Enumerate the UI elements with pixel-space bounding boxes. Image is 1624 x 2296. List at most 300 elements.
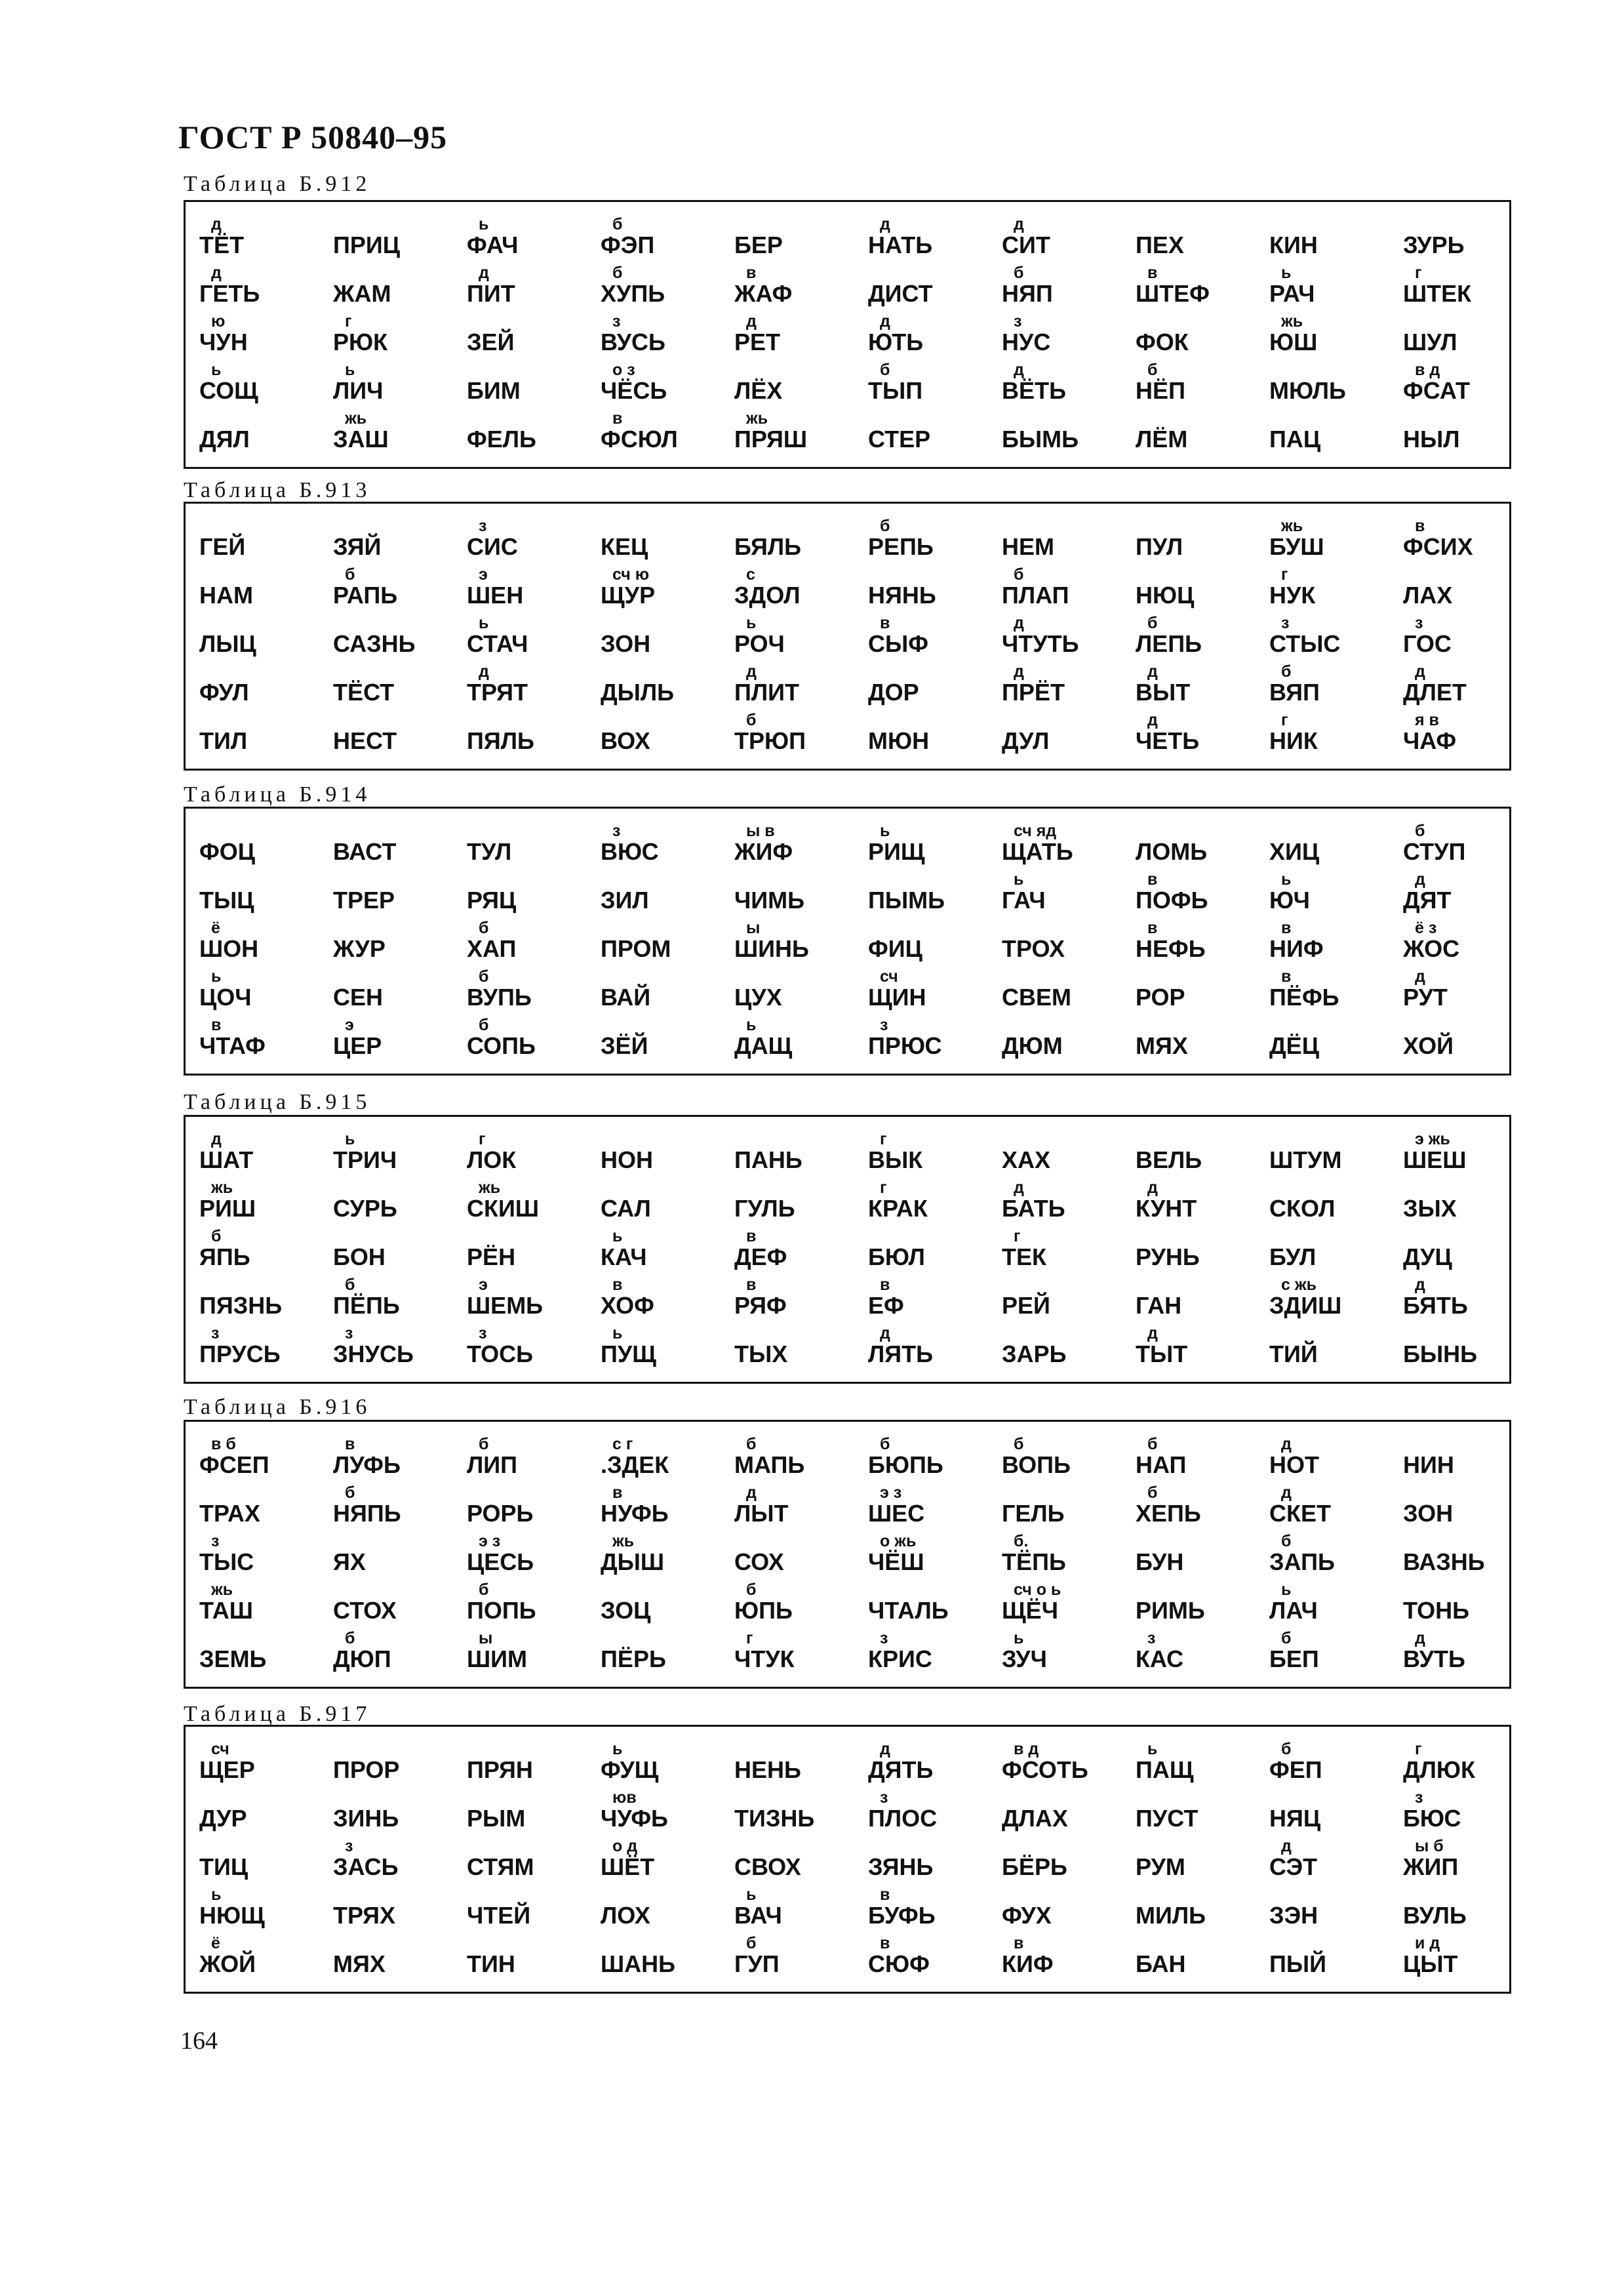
cell-annotation: сч ю [612,565,650,584]
cell-word: СОПЬ [467,1032,536,1059]
cell-annotation: б [345,565,355,584]
cell-word: ДИСТ [868,280,933,307]
cell-word: ЛЕПЬ [1136,630,1202,657]
cell-word: НАМ [199,582,253,609]
cell-word: БЁРЬ [1002,1853,1067,1880]
cell-word: ШЁТ [601,1853,655,1880]
table-cell [1261,1582,1393,1629]
cell-annotation: з [345,1324,353,1342]
table-cell [1261,1630,1393,1678]
cell-annotation: з [612,822,621,840]
table-cell [191,1436,323,1483]
table-cell [1128,1533,1259,1581]
cell-annotation: б [612,264,623,282]
table-cell [593,313,724,361]
table-cell [191,920,323,967]
table-cell [726,362,858,409]
cell-annotation: ё з [1415,919,1437,937]
table-cell [459,1741,590,1788]
table-cell [191,518,323,565]
table-cell [994,1277,1125,1324]
cell-word: ПУСТ [1136,1805,1198,1832]
table-cell [191,712,323,759]
table-cell [325,615,456,662]
table-cell [325,567,456,614]
cell-word: КУНТ [1136,1195,1197,1222]
cell-annotation: д [746,1483,757,1502]
cell-annotation: ы в [746,822,775,840]
cell-word: ГУЛЬ [734,1195,795,1222]
cell-word: ЗАШ [333,426,389,453]
table-cell [860,1436,991,1483]
cell-word: ТРОХ [1002,935,1065,962]
cell-word: ТРЕР [333,887,395,914]
table-cell [1395,1630,1526,1678]
table-cell [191,1935,323,1983]
table-cell [1128,216,1259,264]
cell-word: РЕТ [734,329,781,355]
cell-annotation: д [1014,662,1024,681]
cell-word: БЫНЬ [1403,1340,1477,1367]
cell-annotation: г [746,1629,753,1647]
table-cell [459,313,590,361]
cell-annotation: б [1147,361,1158,379]
cell-word: РЮК [333,329,388,355]
cell-word: ШОН [199,935,259,962]
cell-word: ЛОХ [601,1902,650,1929]
cell-word: ФИЦ [868,935,922,962]
cell-word: ЧТЕЙ [467,1902,531,1929]
cell-word: ФСЮЛ [601,426,678,453]
cell-word: ДЛЕТ [1403,679,1467,706]
cell-word: ТИЛ [199,727,248,754]
table-cell [325,313,456,361]
cell-annotation: д [1147,1324,1158,1342]
cell-annotation: ы [479,1629,493,1647]
table-cell [994,362,1125,409]
cell-word: СТОХ [333,1597,397,1624]
table-cell [593,969,724,1016]
table-cell [860,1228,991,1276]
cell-word: БЯЛЬ [734,533,801,560]
cell-annotation: з [1415,614,1423,632]
table-cell [726,411,858,458]
cell-word: ВАЗНЬ [1403,1548,1485,1575]
cell-annotation: о з [612,361,635,379]
cell-annotation: ы [746,919,761,937]
cell-annotation: жь [1281,312,1303,331]
cell-word: СУРЬ [333,1195,397,1222]
table-cell [325,969,456,1016]
table-cell [860,518,991,565]
cell-word: ДОР [868,679,919,706]
table-cell [1261,1436,1393,1483]
cell-word: ЦУХ [734,984,782,1011]
table-cell [994,518,1125,565]
cell-word: ЦОЧ [199,984,252,1011]
cell-word: ЧЁСЬ [601,377,667,404]
cell-annotation: ё [211,919,220,937]
table-cell [1261,1741,1393,1788]
table-cell [593,1887,724,1934]
table-cell [593,1228,724,1276]
cell-annotation: б [746,1581,757,1599]
cell-word: ТЫС [199,1548,254,1575]
table-cell [994,1017,1125,1064]
cell-word: ЩИН [868,984,926,1011]
cell-word: ЗЁЙ [601,1032,648,1059]
table-cell [459,1838,590,1885]
table-cell [726,1935,858,1983]
cell-word: ТАШ [199,1597,253,1624]
cell-word: КРИС [868,1645,932,1672]
table-cell [459,1325,590,1373]
cell-annotation: в [1147,870,1158,889]
table-cell [1395,265,1526,312]
cell-word: .ЗДЕК [601,1451,669,1478]
cell-word: ФСАТ [1403,377,1471,404]
cell-word: ХОФ [601,1292,654,1319]
cell-annotation: д [479,264,489,282]
cell-word: ПРЮС [868,1032,942,1059]
cell-annotation: б [479,1435,489,1453]
cell-word: ПРЁТ [1002,679,1065,706]
cell-word: ЛОК [467,1146,517,1173]
cell-word: ТЁПЬ [1002,1548,1066,1575]
cell-annotation: ь [211,361,222,379]
cell-word: ФУЛ [199,679,249,706]
cell-word: КИН [1269,232,1318,258]
table-cell [860,216,991,264]
table-cell [325,1582,456,1629]
cell-annotation: жь [479,1178,501,1197]
cell-word: НЕМ [1002,533,1054,560]
table-cell [994,615,1125,662]
cell-word: РЕПЬ [868,533,934,560]
cell-word: НАТЬ [868,232,933,258]
cell-annotation: жь [345,409,367,428]
table-cell [325,1790,456,1837]
table-cell [1128,1228,1259,1276]
cell-word: МЮН [868,727,930,754]
table-cell [1395,216,1526,264]
table-cell [1128,712,1259,759]
cell-word: ПУЛ [1136,533,1183,560]
cell-word: КИФ [1002,1950,1054,1977]
cell-word: ЛЫТ [734,1500,789,1527]
cell-word: НИК [1269,727,1318,754]
cell-annotation: ь [345,1130,355,1148]
cell-word: ЖОЙ [199,1950,256,1977]
cell-word: ЖУР [333,935,386,962]
cell-word: СКЕТ [1269,1500,1331,1527]
cell-annotation: г [880,1178,887,1197]
cell-word: ЦЕСЬ [467,1548,534,1575]
cell-annotation: б [1147,614,1158,632]
table-cell [1128,1935,1259,1983]
cell-word: ЗУРЬ [1403,232,1465,258]
cell-annotation: д [211,215,222,233]
table-cell [1261,411,1393,458]
cell-word: ЗОН [601,630,651,657]
table-cell [860,1790,991,1837]
table-cell [459,362,590,409]
table-cell [726,1630,858,1678]
cell-annotation: ь [1281,264,1292,282]
cell-annotation: ь [345,361,355,379]
cell-word: ПУЩ [601,1340,656,1367]
cell-annotation: ь [1281,870,1292,889]
table-cell [1395,920,1526,967]
cell-word: МАПЬ [734,1451,805,1478]
cell-word: ЗЕЙ [467,329,515,355]
table-cell [1395,1935,1526,1983]
cell-word: ВУСЬ [601,329,665,355]
cell-word: МЮЛЬ [1269,377,1346,404]
cell-annotation: д [880,1740,890,1758]
cell-word: ФУЩ [601,1756,659,1783]
cell-word: СТЫС [1269,630,1341,657]
cell-word: НОН [601,1146,653,1173]
cell-word: ТЫП [868,377,923,404]
table-cell [726,1741,858,1788]
table-cell [325,1533,456,1581]
table-cell [593,1582,724,1629]
cell-annotation: в [746,1276,757,1294]
cell-annotation: д [1415,1276,1425,1294]
table-cell [191,1325,323,1373]
cell-word: ЧТУТЬ [1002,630,1079,657]
table-caption: Таблица Б.917 [184,1702,371,1726]
cell-word: ЗДИШ [1269,1292,1342,1319]
cell-word: ПАЦ [1269,426,1321,453]
cell-word: БАН [1136,1950,1186,1977]
cell-word: ПЁФЬ [1269,984,1339,1011]
table-cell [593,823,724,870]
cell-word: ВУПЬ [467,984,532,1011]
cell-word: ВАЧ [734,1902,782,1929]
table-cell [325,216,456,264]
table-cell [191,1838,323,1885]
cell-annotation: б [345,1276,355,1294]
cell-word: ЛУФЬ [333,1451,401,1478]
table-cell [994,1790,1125,1837]
cell-word: ПЯЗНЬ [199,1292,283,1319]
table-cell [726,1485,858,1532]
cell-annotation: э [479,565,488,584]
cell-word: ЗЭН [1269,1902,1318,1929]
table-cell [1395,411,1526,458]
table-cell [726,823,858,870]
table-cell [593,362,724,409]
table-cell [1395,969,1526,1016]
cell-annotation: б [1281,662,1292,681]
cell-word: ЧИМЬ [734,887,805,914]
table-cell [860,1017,991,1064]
table-cell [1128,920,1259,967]
cell-annotation: б [880,361,890,379]
cell-word: БУШ [1269,533,1324,560]
cell-word: ЩАТЬ [1002,838,1073,865]
table-cell [860,712,991,759]
table-cell [1395,1131,1526,1178]
cell-annotation: б [479,1581,489,1599]
table-cell [860,1131,991,1178]
table-cell [860,1838,991,1885]
cell-annotation: в д [1014,1740,1039,1758]
table-cell [1128,567,1259,614]
table-cell [994,1180,1125,1227]
table-cell [1261,1017,1393,1064]
cell-annotation: жь [1281,517,1303,535]
cell-annotation: б [479,1016,489,1034]
cell-annotation: жь [612,1532,635,1550]
cell-word: РЯЦ [467,887,517,914]
table-cell [1128,265,1259,312]
cell-word: ВЫК [868,1146,923,1173]
cell-word: МЯХ [333,1950,386,1977]
cell-word: ЗЯЙ [333,533,382,560]
cell-word: БЮЛ [868,1243,925,1270]
cell-word: БУЛ [1269,1243,1317,1270]
cell-word: СТАЧ [467,630,528,657]
cell-word: ПРУСЬ [199,1340,281,1367]
cell-annotation: б [1014,1435,1024,1453]
table-cell [994,872,1125,919]
table-cell [994,1838,1125,1885]
cell-word: МИЛЬ [1136,1902,1206,1929]
table-cell [459,411,590,458]
cell-word: БАТЬ [1002,1195,1065,1222]
table-cell [325,1180,456,1227]
cell-annotation: ь [746,614,757,632]
table-cell [191,1277,323,1324]
cell-word: ДЯЛ [199,426,250,453]
cell-annotation: в [880,1276,890,1294]
table-cell [1395,1790,1526,1837]
cell-annotation: д [1014,361,1024,379]
table-cell [994,313,1125,361]
table-cell [994,664,1125,711]
cell-annotation: б [1281,1740,1292,1758]
cell-annotation: б [1281,1532,1292,1550]
cell-word: ЗАПЬ [1269,1548,1335,1575]
cell-word: ПРЯШ [734,426,808,453]
table-cell [1128,1485,1259,1532]
table-cell [191,265,323,312]
cell-word: ФЕЛЬ [467,426,536,453]
cell-word: ВЕЛЬ [1136,1146,1202,1173]
cell-word: НЯЦ [1269,1805,1321,1832]
cell-word: БЕП [1269,1645,1319,1672]
cell-annotation: в [1281,919,1292,937]
cell-word: ВОПЬ [1002,1451,1071,1478]
cell-annotation: б [211,1227,222,1245]
cell-word: НЫЛ [1403,426,1460,453]
cell-word: БЯТЬ [1403,1292,1468,1319]
table-cell [1261,712,1393,759]
cell-word: ПОФЬ [1136,887,1208,914]
table-cell [191,1131,323,1178]
table-cell [860,872,991,919]
cell-word: КЕЦ [601,533,648,560]
cell-annotation: ь [1281,1581,1292,1599]
cell-word: ХЕПЬ [1136,1500,1201,1527]
cell-word: ГАЧ [1002,887,1046,914]
table-cell [726,1887,858,1934]
cell-word: ЦЕР [333,1032,382,1059]
cell-annotation: д [1415,662,1425,681]
cell-word: ЗЯНЬ [868,1853,934,1880]
cell-word: НЁП [1136,377,1185,404]
cell-annotation: ь [211,1885,222,1904]
cell-word: ЛИП [467,1451,518,1478]
table-cell [726,518,858,565]
table-cell [860,615,991,662]
table-cell [593,518,724,565]
cell-word: ЗИНЬ [333,1805,399,1832]
cell-word: ГЕТЬ [199,280,260,307]
cell-annotation: д [1147,1178,1158,1197]
table-cell [994,920,1125,967]
table-cell [994,1533,1125,1581]
table-cell [726,1436,858,1483]
table-cell [726,216,858,264]
cell-annotation: з [345,1837,353,1855]
cell-word: ДЫШ [601,1548,665,1575]
table-cell [1395,1228,1526,1276]
cell-word: СТЕР [868,426,931,453]
cell-word: СЕН [333,984,384,1011]
cell-word: КАС [1136,1645,1184,1672]
table-cell [325,1630,456,1678]
cell-annotation: сч о ь [1014,1581,1061,1599]
cell-word: ЧТАЛЬ [868,1597,949,1624]
table-cell [1261,1838,1393,1885]
table-cell [1261,920,1393,967]
table-cell [191,1741,323,1788]
cell-word: ГЕЙ [199,533,246,560]
table-cell [726,969,858,1016]
cell-annotation: э з [880,1483,902,1502]
document-title: ГОСТ Р 50840–95 [178,119,448,155]
cell-word: СИТ [1002,232,1050,258]
cell-annotation: д [1147,711,1158,729]
table-cell [325,1436,456,1483]
table-cell [726,1790,858,1837]
cell-annotation: з [880,1629,888,1647]
table-caption: Таблица Б.914 [184,782,371,807]
table-cell [1395,872,1526,919]
table-cell [1261,1180,1393,1227]
cell-word: ШТЕФ [1136,280,1210,307]
table-cell [1261,313,1393,361]
table-cell [191,615,323,662]
cell-annotation: с жь [1281,1276,1317,1294]
cell-word: ТУЛ [467,838,512,865]
cell-annotation: ь [1014,1629,1024,1647]
cell-annotation: д [1415,1629,1425,1647]
table-cell [191,313,323,361]
table-cell [325,362,456,409]
table-cell [191,567,323,614]
cell-word: ЩЕР [199,1756,255,1783]
cell-annotation: в [1147,264,1158,282]
cell-annotation: д [1415,967,1425,986]
cell-word: РАПЬ [333,582,398,609]
cell-word: ДЫЛЬ [601,679,675,706]
table-cell [1128,1180,1259,1227]
